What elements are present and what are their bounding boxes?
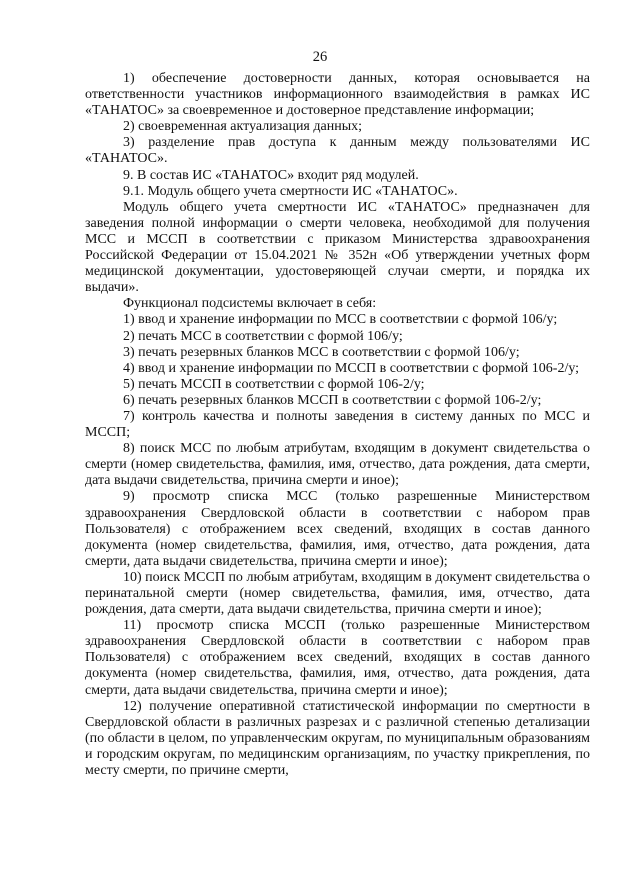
section-heading-9-1: 9.1. Модуль общего учета смертности ИС «ТАНАТОС».	[123, 183, 458, 199]
function-item-12: 12) получение оперативной статистической информации по смертности в Свердловской области в различных разрезах и с различной степенью детализации (по области в целом, по управленческим округам, по муниципальным образованиям и городским округам, по медицинским организациям, по участку прикрепления, по месту смерти, по причине смерти,	[85, 698, 590, 779]
function-item-5: 5) печать МССП в соответствии с формой 106-2/у;	[123, 376, 425, 392]
paragraph-item-2: 2) своевременная актуализация данных;	[123, 119, 362, 135]
function-item-3: 3) печать резервных бланков МСС в соответствии с формой 106/у;	[123, 344, 520, 360]
function-item-8: 8) поиск МСС по любым атрибутам, входящим в документ свидетельства о смерти (номер свидетельства, фамилия, имя, отчество, дата рождения, дата смерти, дата выдачи свидетельства, причина смерти и иное);	[85, 441, 590, 489]
function-item-7: 7) контроль качества и полноты заведения в систему данных по МСС и МССП;	[85, 408, 590, 441]
function-item-4: 4) ввод и хранение информации по МССП в соответствии с формой 106-2/у;	[123, 360, 580, 376]
paragraph-item-3: 3) разделение прав доступа к данным между пользователями ИС «ТАНАТОС».	[85, 135, 590, 167]
functionality-intro: Функционал подсистемы включает в себя:	[123, 296, 377, 312]
function-item-6: 6) печать резервных бланков МССП в соответствии с формой 106-2/у;	[123, 392, 542, 408]
function-item-9: 9) просмотр списка МСС (только разрешенные Министерством здравоохранения Свердловской области в соответствии с набором прав Пользователя) с отображением всех сведений, входящих в состав данного документа (номер свидетельства, фамилия, имя, отчество, дата рождения, дата смерти, дата выдачи свидетельства, причина смерти и иное);	[85, 489, 590, 569]
page-number: 26	[312, 49, 328, 65]
module-description: Модуль общего учета смертности ИС «ТАНАТОС» предназначен для заведения полной информации о смерти человека, необходимой для получения МСС и МССП в соответствии с приказом Министерства здравоохранения Российской Федерации от 15.04.2021 № 352н «Об утверждении учетных форм медицинской документации, удостоверяющей случаи смерти, и порядка их выдачи».	[85, 199, 590, 296]
function-item-10: 10) поиск МССП по любым атрибутам, входящим в документ свидетельства о перинатальной смерти (номер свидетельства, фамилия, имя, отчество, дата рождения, дата смерти, дата выдачи свидетельства, причина смерти и иное);	[85, 569, 590, 618]
section-heading-9: 9. В состав ИС «ТАНАТОС» входит ряд модулей.	[123, 167, 419, 183]
paragraph-item-1: 1) обеспечение достоверности данных, которая основывается на ответственности участников информационного взаимодействия в рамках ИС «ТАНАТОС» за своевременное и достоверное представление информации;	[85, 71, 590, 119]
function-item-2: 2) печать МСС в соответствии с формой 106/у;	[123, 328, 403, 344]
document-body	[85, 71, 590, 779]
function-item-1: 1) ввод и хранение информации по МСС в соответствии с формой 106/у;	[123, 312, 558, 328]
function-item-11: 11) просмотр списка МССП (только разрешенные Министерством здравоохранения Свердловской области в соответствии с набором прав Пользователя) с отображением всех сведений, входящих в состав данного документа (номер свидетельства, фамилия, имя, отчество, дата рождения, дата смерти, дата выдачи свидетельства, причина смерти и иное);	[85, 618, 590, 698]
